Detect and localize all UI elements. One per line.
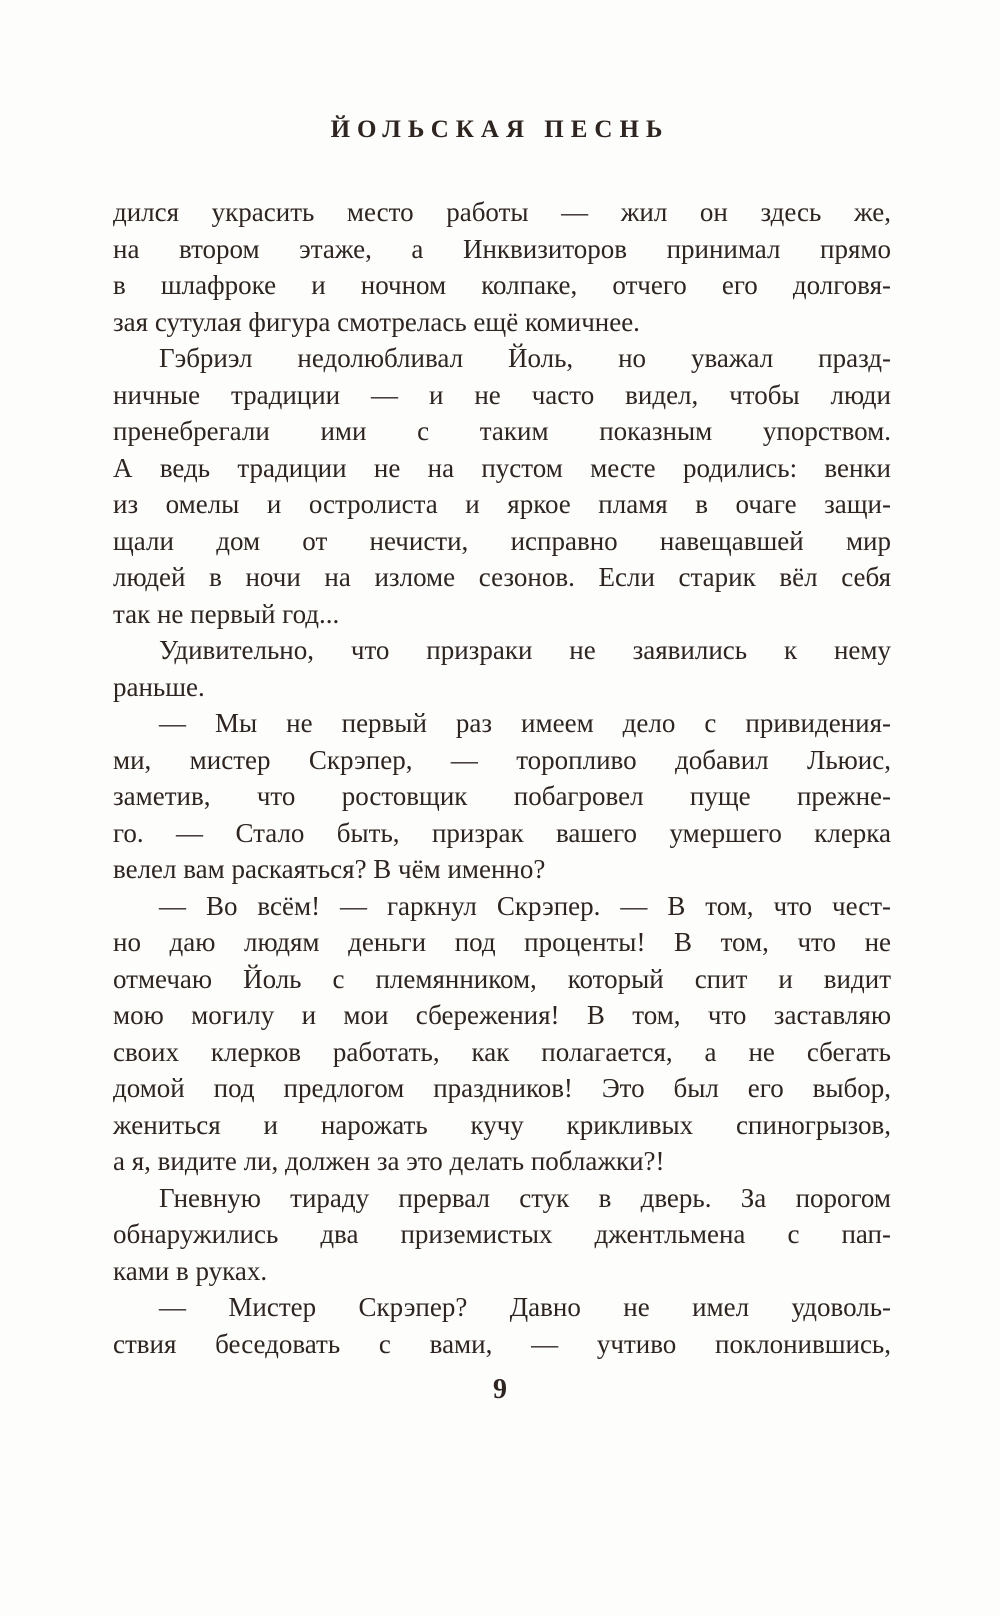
text-line: пренебрегали ими с таким показным упорством. bbox=[113, 416, 891, 446]
text-line: Гэбриэл недолюбливал Йоль, но уважал празд- bbox=[159, 343, 891, 373]
text-line: обнаружились два приземистых джентльмена с пап- bbox=[113, 1219, 891, 1249]
text-line: мою могилу и мои сбережения! В том, что заставляю bbox=[113, 1000, 891, 1030]
text-line: ничные традиции — и не часто видел, чтобы люди bbox=[113, 379, 891, 410]
text-line: — Во всём! — гаркнул Скрэпер. — В том, что чест- bbox=[159, 890, 891, 921]
text-block bbox=[113, 194, 891, 1362]
text-line: зая сутулая фигура смотрелась ещё комичнее. bbox=[113, 306, 640, 337]
text-line: — Мы не первый раз имеем дело с привидения- bbox=[159, 708, 891, 738]
text-line: отмечаю Йоль с племянником, который спит и видит bbox=[113, 963, 891, 994]
text-line: а я, видите ли, должен за это делать поблажки?! bbox=[113, 1146, 665, 1176]
page-number: 9 bbox=[493, 1374, 507, 1405]
text-line: жениться и нарожать кучу крикливых спиногрызов, bbox=[113, 1109, 891, 1140]
text-line: раньше. bbox=[113, 671, 205, 702]
text-line: ками в руках. bbox=[113, 1255, 268, 1286]
text-line: но даю людям деньги под проценты! В том, что не bbox=[113, 927, 891, 957]
text-line: щали дом от нечисти, исправно навещавшей мир bbox=[113, 525, 891, 556]
text-line: домой под предлогом праздников! Это был его выбор, bbox=[113, 1073, 891, 1103]
text-line: своих клерков работать, как полагается, а не сбегать bbox=[113, 1036, 891, 1067]
text-line: из омелы и остролиста и яркое пламя в очаге защи- bbox=[113, 489, 891, 519]
text-line: дился украсить место работы — жил он здесь же, bbox=[113, 197, 891, 227]
text-line: так не первый год... bbox=[113, 598, 340, 629]
running-header: ЙОЛЬСКАЯ ПЕСНЬ bbox=[330, 116, 670, 143]
text-line: на втором этаже, а Инквизиторов принимал прямо bbox=[113, 233, 891, 264]
text-line: — Мистер Скрэпер? Давно не имел удоволь- bbox=[159, 1292, 891, 1322]
text-line: А ведь традиции не на пустом месте родились: венки bbox=[113, 452, 891, 483]
text-line: Удивительно, что призраки не заявились к нему bbox=[159, 635, 891, 665]
text-line: ми, мистер Скрэпер, — торопливо добавил Льюис, bbox=[113, 744, 891, 775]
text-line: Гневную тираду прервал стук в дверь. За порогом bbox=[159, 1182, 891, 1213]
text-line: го. — Стало быть, призрак вашего умершего клерка bbox=[113, 817, 891, 848]
text-line: ствия беседовать с вами, — учтиво поклонившись, bbox=[113, 1328, 891, 1359]
text-line: людей в ночи на изломе сезонов. Если старик вёл себя bbox=[113, 562, 891, 592]
text-line: велел вам раскаяться? В чём именно? bbox=[113, 854, 546, 884]
text-line: заметив, что ростовщик побагровел пуще прежне- bbox=[113, 781, 891, 811]
text-line: в шлафроке и ночном колпаке, отчего его долговя- bbox=[113, 270, 891, 300]
